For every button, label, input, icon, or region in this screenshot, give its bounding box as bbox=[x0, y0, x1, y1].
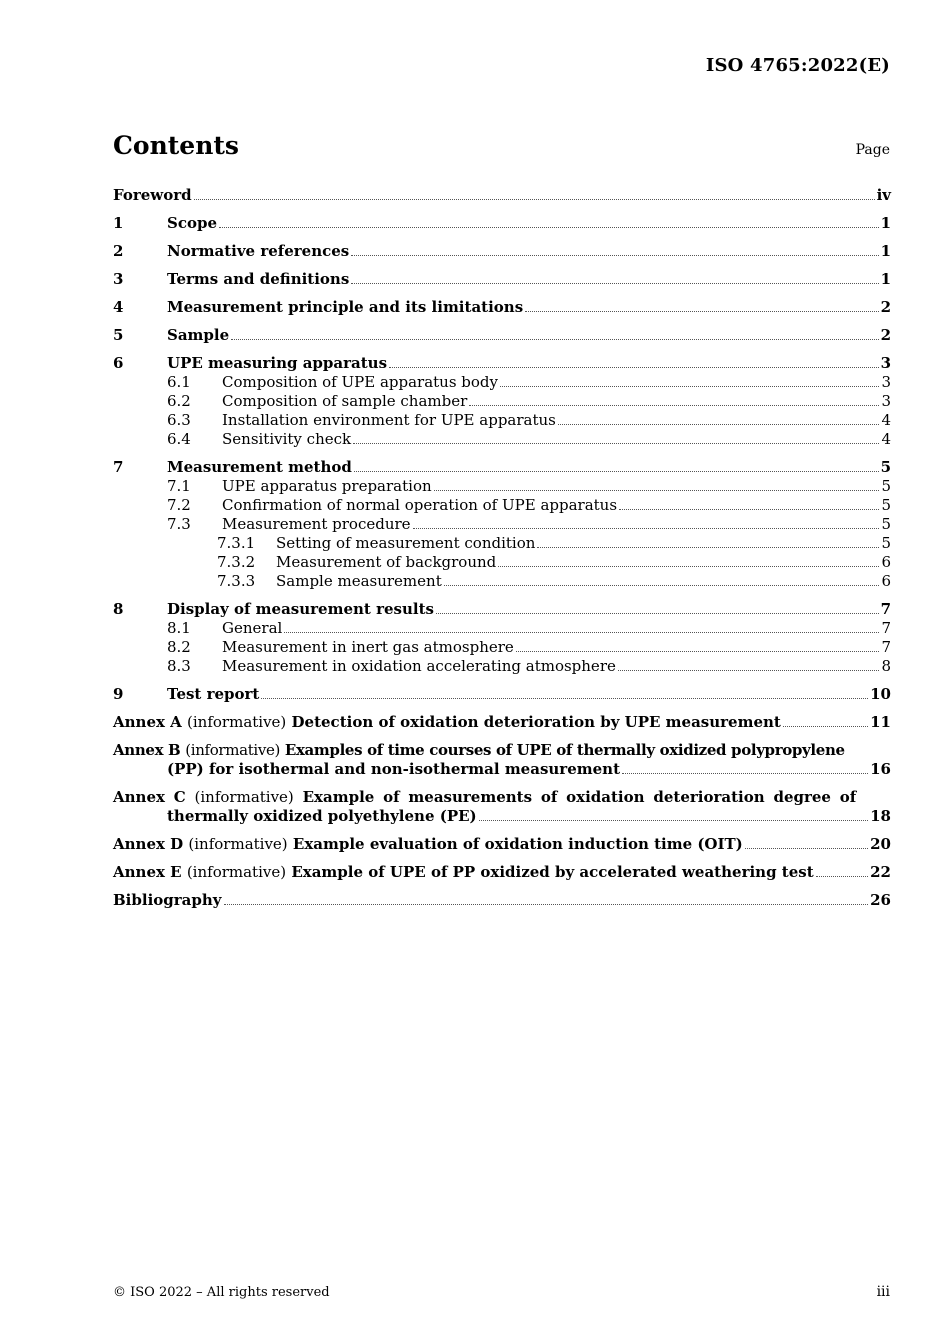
toc-entry-page: 22 bbox=[870, 863, 891, 881]
toc-entry-8-1[interactable] bbox=[113, 619, 891, 638]
toc-entry-3[interactable] bbox=[113, 270, 891, 289]
leader-dots bbox=[622, 773, 868, 774]
toc-entry-page: 16 bbox=[870, 760, 891, 778]
leader-dots bbox=[413, 527, 880, 529]
toc-entry-number: 1 bbox=[113, 214, 124, 232]
toc-entry-page: 2 bbox=[880, 298, 891, 316]
toc-entry-title: General bbox=[222, 619, 283, 637]
toc-entry-title: Composition of sample chamber bbox=[222, 392, 468, 410]
toc-entry-page: 4 bbox=[881, 430, 891, 448]
leader-dots bbox=[783, 725, 868, 727]
leader-dots bbox=[525, 310, 878, 312]
toc-entry-page: 8 bbox=[881, 657, 891, 675]
leader-dots bbox=[619, 508, 879, 510]
leader-dots bbox=[618, 669, 880, 671]
toc-entry-page: 5 bbox=[881, 477, 891, 495]
toc-entry-7-3[interactable] bbox=[113, 515, 891, 534]
toc-entry-page: 10 bbox=[870, 685, 891, 703]
toc-entry-number: 6.3 bbox=[167, 411, 191, 429]
toc-entry-foreword[interactable] bbox=[113, 186, 891, 205]
table-of-contents bbox=[113, 186, 891, 910]
toc-entry-number: 6.4 bbox=[167, 430, 191, 448]
toc-entry-number: 8.2 bbox=[167, 638, 191, 656]
toc-entry-page: 7 bbox=[881, 638, 891, 656]
toc-entry-9[interactable] bbox=[113, 685, 891, 704]
toc-entry-5[interactable] bbox=[113, 326, 891, 345]
leader-dots bbox=[351, 254, 878, 256]
toc-entry-7-3-2[interactable] bbox=[113, 553, 891, 572]
toc-entry-number: 9 bbox=[113, 685, 124, 703]
toc-entry-title: Measurement in inert gas atmosphere bbox=[222, 638, 514, 656]
annex-title: Detection of oxidation deterioration by UPE measurement bbox=[291, 713, 781, 731]
toc-entry-title: Sensitivity check bbox=[222, 430, 352, 448]
annex-info: (informative) bbox=[185, 741, 280, 759]
annex-title: Example of UPE of PP oxidized by accelerated weathering test bbox=[291, 863, 814, 881]
leader-dots bbox=[500, 385, 879, 387]
toc-entry-bibliography[interactable] bbox=[113, 891, 891, 910]
toc-entry-page: 3 bbox=[880, 354, 891, 372]
toc-entry-number: 6 bbox=[113, 354, 124, 372]
annex-title: Example evaluation of oxidation induction time (OIT) bbox=[292, 835, 743, 853]
toc-entry-page: 18 bbox=[870, 807, 891, 825]
toc-entry-page: 4 bbox=[881, 411, 891, 429]
leader-dots bbox=[479, 820, 868, 821]
annex-title-continued: thermally oxidized polyethylene (PE) bbox=[167, 807, 477, 825]
toc-entry-number: 8.1 bbox=[167, 619, 191, 637]
toc-entry-6-1[interactable] bbox=[113, 373, 891, 392]
annex-label: Annex B bbox=[113, 741, 181, 759]
toc-entry-page: iv bbox=[876, 186, 891, 204]
toc-annex-b[interactable] bbox=[113, 741, 891, 779]
leader-dots bbox=[284, 631, 879, 633]
toc-entry-page: 5 bbox=[881, 534, 891, 552]
toc-entry-page: 6 bbox=[881, 553, 891, 571]
leader-dots bbox=[469, 404, 879, 406]
leader-dots bbox=[436, 612, 879, 614]
toc-annex-e[interactable] bbox=[113, 863, 891, 882]
toc-entry-number: 7.3.2 bbox=[217, 553, 256, 571]
annex-info: (informative) bbox=[186, 863, 287, 881]
toc-entry-page: 5 bbox=[881, 496, 891, 514]
toc-entry-title: Setting of measurement condition bbox=[276, 534, 536, 552]
toc-entry-page: 6 bbox=[881, 572, 891, 590]
toc-annex-a[interactable] bbox=[113, 713, 891, 732]
toc-entry-6[interactable] bbox=[113, 354, 891, 373]
toc-entry-page: 1 bbox=[880, 270, 891, 288]
toc-entry-page: 5 bbox=[881, 515, 891, 533]
toc-entry-title: Composition of UPE apparatus body bbox=[222, 373, 499, 391]
toc-entry-number: 7.1 bbox=[167, 477, 191, 495]
toc-entry-number: 5 bbox=[113, 326, 124, 344]
toc-entry-title: UPE measuring apparatus bbox=[167, 354, 388, 372]
annex-label: Annex A bbox=[113, 713, 182, 731]
leader-dots bbox=[434, 489, 880, 491]
toc-entry-number: 7.3.3 bbox=[217, 572, 256, 590]
toc-entry-title: Measurement procedure bbox=[222, 515, 411, 533]
leader-dots bbox=[194, 198, 875, 200]
page-column-label: Page bbox=[855, 142, 890, 158]
toc-entry-number: 7 bbox=[113, 458, 124, 476]
annex-info: (informative) bbox=[187, 713, 287, 731]
leader-dots bbox=[261, 697, 868, 699]
toc-entry-title: Bibliography bbox=[113, 891, 222, 909]
toc-entry-title: Confirmation of normal operation of UPE apparatus bbox=[222, 496, 618, 514]
contents-heading: Contents bbox=[113, 131, 240, 160]
annex-title: Examples of time courses of UPE of thermally oxidized polypropylene bbox=[284, 741, 845, 759]
toc-entry-page: 1 bbox=[880, 242, 891, 260]
toc-entry-number: 7.2 bbox=[167, 496, 191, 514]
leader-dots bbox=[389, 366, 879, 368]
toc-entry-number: 8.3 bbox=[167, 657, 191, 675]
leader-dots bbox=[537, 546, 879, 548]
toc-entry-title: Installation environment for UPE apparatus bbox=[222, 411, 556, 429]
toc-entry-6-3[interactable] bbox=[113, 411, 891, 430]
annex-title-continued: (PP) for isothermal and non-isothermal measurement bbox=[167, 760, 620, 778]
toc-entry-title: Display of measurement results bbox=[167, 600, 434, 618]
toc-entry-6-2[interactable] bbox=[113, 392, 891, 411]
leader-dots bbox=[444, 584, 880, 586]
leader-dots bbox=[745, 847, 868, 849]
toc-entry-number: 6.2 bbox=[167, 392, 191, 410]
toc-entry-8-3[interactable] bbox=[113, 657, 891, 676]
toc-entry-number: 2 bbox=[113, 242, 124, 260]
leader-dots bbox=[354, 470, 879, 472]
leader-dots bbox=[816, 875, 868, 877]
toc-entry-title: Measurement method bbox=[167, 458, 352, 476]
toc-entry-2[interactable] bbox=[113, 242, 891, 261]
annex-label: Annex C bbox=[113, 788, 186, 806]
toc-entry-title: Foreword bbox=[113, 186, 192, 204]
toc-entry-8-2[interactable] bbox=[113, 638, 891, 657]
toc-annex-d[interactable] bbox=[113, 835, 891, 854]
toc-entry-title: Measurement principle and its limitations bbox=[167, 298, 524, 316]
toc-entry-number: 7.3 bbox=[167, 515, 191, 533]
toc-entry-page: 20 bbox=[870, 835, 891, 853]
annex-info: (informative) bbox=[188, 835, 288, 853]
toc-entry-number: 8 bbox=[113, 600, 124, 618]
toc-entry-7-1[interactable] bbox=[113, 477, 891, 496]
toc-entry-6-4[interactable] bbox=[113, 430, 891, 449]
toc-entry-page: 3 bbox=[881, 373, 891, 391]
leader-dots bbox=[224, 903, 869, 905]
toc-entry-7[interactable] bbox=[113, 458, 891, 477]
leader-dots bbox=[231, 338, 878, 340]
toc-entry-title: Test report bbox=[167, 685, 260, 703]
copyright-notice: © ISO 2022 – All rights reserved bbox=[113, 1285, 330, 1300]
toc-entry-page: 2 bbox=[880, 326, 891, 344]
toc-entry-page: 7 bbox=[880, 600, 891, 618]
toc-entry-title: Normative references bbox=[167, 242, 350, 260]
annex-label: Annex D bbox=[113, 835, 184, 853]
toc-entry-7-3-3[interactable] bbox=[113, 572, 891, 591]
toc-entry-1[interactable] bbox=[113, 214, 891, 233]
page-number: iii bbox=[876, 1284, 890, 1300]
toc-entry-7-3-1[interactable] bbox=[113, 534, 891, 553]
leader-dots bbox=[219, 226, 879, 228]
leader-dots bbox=[353, 442, 879, 444]
toc-entry-title: Sample measurement bbox=[276, 572, 442, 590]
toc-entry-title: Sample bbox=[167, 326, 230, 344]
toc-entry-page: 7 bbox=[881, 619, 891, 637]
annex-label: Annex E bbox=[113, 863, 182, 881]
annex-title: Example of measurements of oxidation deterioration degree of bbox=[302, 788, 857, 806]
toc-entry-title: Measurement of background bbox=[276, 553, 497, 571]
toc-entry-number: 3 bbox=[113, 270, 124, 288]
toc-entry-number: 7.3.1 bbox=[217, 534, 256, 552]
toc-entry-page: 11 bbox=[870, 713, 891, 731]
toc-entry-title: UPE apparatus preparation bbox=[222, 477, 432, 495]
toc-entry-4[interactable] bbox=[113, 298, 891, 317]
toc-entry-page: 3 bbox=[881, 392, 891, 410]
annex-info: (informative) bbox=[194, 788, 294, 806]
toc-annex-c[interactable] bbox=[113, 788, 891, 826]
toc-entry-7-2[interactable] bbox=[113, 496, 891, 515]
leader-dots bbox=[558, 423, 880, 425]
toc-entry-number: 4 bbox=[113, 298, 124, 316]
toc-entry-page: 5 bbox=[880, 458, 891, 476]
leader-dots bbox=[351, 282, 878, 284]
leader-dots bbox=[498, 565, 879, 567]
toc-entry-8[interactable] bbox=[113, 600, 891, 619]
document-id: ISO 4765:2022(E) bbox=[705, 55, 890, 76]
toc-entry-page: 26 bbox=[870, 891, 891, 909]
toc-entry-title: Terms and definitions bbox=[167, 270, 350, 288]
leader-dots bbox=[516, 650, 880, 652]
toc-entry-title: Scope bbox=[167, 214, 218, 232]
toc-entry-number: 6.1 bbox=[167, 373, 191, 391]
toc-entry-title: Measurement in oxidation accelerating atmosphere bbox=[222, 657, 616, 675]
toc-entry-page: 1 bbox=[880, 214, 891, 232]
